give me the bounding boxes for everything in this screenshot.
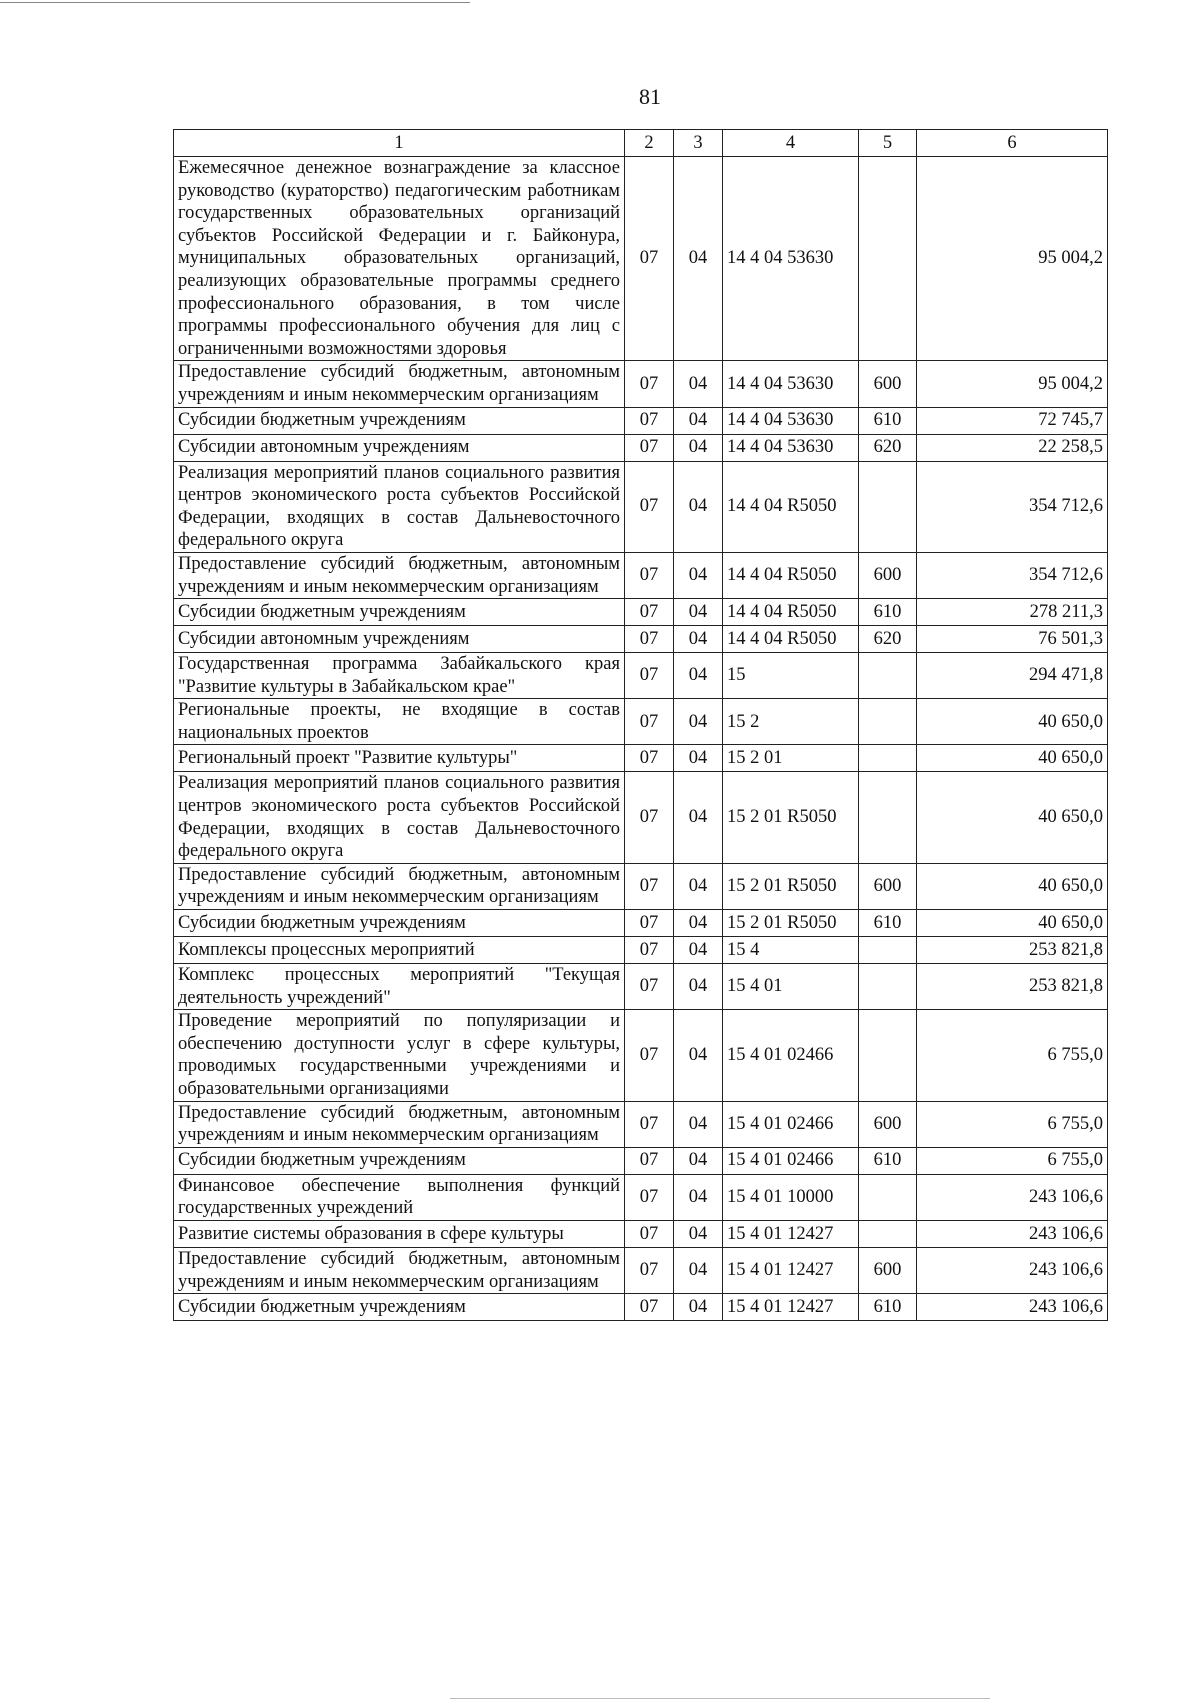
row-name-cell: Региональные проекты, не входящие в состав национальных проектов	[174, 699, 625, 745]
table-row	[174, 461, 1108, 552]
target-article-cell: 15 2 01	[723, 745, 859, 772]
subsection-code-cell: 04	[674, 1294, 723, 1321]
target-article-cell: 15 4	[723, 937, 859, 964]
amount-cell: 76 501,3	[917, 626, 1108, 653]
target-article-cell: 14 4 04 53630	[723, 434, 859, 461]
subsection-code-cell: 04	[674, 461, 723, 552]
section-code-cell: 07	[625, 361, 674, 407]
amount-cell: 243 106,6	[917, 1294, 1108, 1321]
target-article-cell: 14 4 04 53630	[723, 157, 859, 361]
expense-type-cell: 610	[859, 407, 917, 434]
subsection-code-cell: 04	[674, 361, 723, 407]
subsection-code-cell: 04	[674, 1220, 723, 1247]
table-row	[174, 552, 1108, 598]
expense-type-cell	[859, 937, 917, 964]
expense-type-cell	[859, 1010, 917, 1101]
expense-type-cell: 600	[859, 863, 917, 909]
row-name-cell: Региональный проект "Развитие культуры"	[174, 745, 625, 772]
table-row	[174, 772, 1108, 863]
column-header: 4	[723, 130, 859, 157]
section-code-cell: 07	[625, 1147, 674, 1174]
target-article-cell: 14 4 04 R5050	[723, 626, 859, 653]
section-code-cell: 07	[625, 745, 674, 772]
section-code-cell: 07	[625, 772, 674, 863]
subsection-code-cell: 04	[674, 1147, 723, 1174]
amount-cell: 354 712,6	[917, 552, 1108, 598]
subsection-code-cell: 04	[674, 599, 723, 626]
subsection-code-cell: 04	[674, 964, 723, 1010]
table-row	[174, 964, 1108, 1010]
amount-cell: 22 258,5	[917, 434, 1108, 461]
expense-type-cell: 610	[859, 1147, 917, 1174]
row-name-cell: Реализация мероприятий планов социального развития центров экономического роста субъектов Российской Федерации, входящих в состав Дальневосточного федерального округа	[174, 461, 625, 552]
expense-type-cell	[859, 964, 917, 1010]
expense-type-cell: 600	[859, 361, 917, 407]
section-code-cell: 07	[625, 157, 674, 361]
expense-type-cell	[859, 461, 917, 552]
table-row	[174, 434, 1108, 461]
row-name-cell: Предоставление субсидий бюджетным, автономным учреждениям и иным некоммерческим организациям	[174, 361, 625, 407]
subsection-code-cell: 04	[674, 772, 723, 863]
amount-cell: 40 650,0	[917, 863, 1108, 909]
target-article-cell: 14 4 04 R5050	[723, 552, 859, 598]
subsection-code-cell: 04	[674, 863, 723, 909]
expense-type-cell	[859, 157, 917, 361]
table-row	[174, 1220, 1108, 1247]
table-row	[174, 1294, 1108, 1321]
target-article-cell: 15 2 01 R5050	[723, 910, 859, 937]
section-code-cell: 07	[625, 1010, 674, 1101]
section-code-cell: 07	[625, 626, 674, 653]
table-row	[174, 699, 1108, 745]
row-name-cell: Предоставление субсидий бюджетным, автономным учреждениям и иным некоммерческим организациям	[174, 552, 625, 598]
subsection-code-cell: 04	[674, 552, 723, 598]
row-name-cell: Субсидии бюджетным учреждениям	[174, 1147, 625, 1174]
table-row	[174, 1247, 1108, 1293]
subsection-code-cell: 04	[674, 745, 723, 772]
table-row	[174, 937, 1108, 964]
scan-edge-line	[0, 2, 470, 3]
target-article-cell: 15 4 01 02466	[723, 1101, 859, 1147]
amount-cell: 243 106,6	[917, 1247, 1108, 1293]
target-article-cell: 15 2 01 R5050	[723, 863, 859, 909]
row-name-cell: Проведение мероприятий по популяризации и обеспечению доступности услуг в сфере культуры, проводимых государственными учреждениями и образовательными организациями	[174, 1010, 625, 1101]
section-code-cell: 07	[625, 1101, 674, 1147]
column-header: 5	[859, 130, 917, 157]
target-article-cell: 15 4 01 12427	[723, 1247, 859, 1293]
section-code-cell: 07	[625, 653, 674, 699]
expense-type-cell: 600	[859, 552, 917, 598]
amount-cell: 95 004,2	[917, 157, 1108, 361]
subsection-code-cell: 04	[674, 653, 723, 699]
target-article-cell: 14 4 04 R5050	[723, 461, 859, 552]
budget-table	[173, 129, 1108, 1321]
subsection-code-cell: 04	[674, 910, 723, 937]
amount-cell: 354 712,6	[917, 461, 1108, 552]
amount-cell: 294 471,8	[917, 653, 1108, 699]
amount-cell: 6 755,0	[917, 1010, 1108, 1101]
amount-cell: 40 650,0	[917, 772, 1108, 863]
subsection-code-cell: 04	[674, 434, 723, 461]
target-article-cell: 14 4 04 53630	[723, 361, 859, 407]
page-number: 81	[639, 84, 661, 109]
row-name-cell: Комплексы процессных мероприятий	[174, 937, 625, 964]
section-code-cell: 07	[625, 552, 674, 598]
column-header: 2	[625, 130, 674, 157]
target-article-cell: 15 4 01 10000	[723, 1174, 859, 1220]
table-row	[174, 745, 1108, 772]
row-name-cell: Финансовое обеспечение выполнения функций государственных учреждений	[174, 1174, 625, 1220]
row-name-cell: Субсидии бюджетным учреждениям	[174, 599, 625, 626]
row-name-cell: Субсидии автономным учреждениям	[174, 434, 625, 461]
table-row	[174, 407, 1108, 434]
section-code-cell: 07	[625, 1174, 674, 1220]
expense-type-cell	[859, 699, 917, 745]
amount-cell: 95 004,2	[917, 361, 1108, 407]
section-code-cell: 07	[625, 1247, 674, 1293]
amount-cell: 253 821,8	[917, 964, 1108, 1010]
amount-cell: 278 211,3	[917, 599, 1108, 626]
target-article-cell: 15 4 01 12427	[723, 1220, 859, 1247]
section-code-cell: 07	[625, 937, 674, 964]
expense-type-cell: 620	[859, 626, 917, 653]
subsection-code-cell: 04	[674, 626, 723, 653]
amount-cell: 243 106,6	[917, 1220, 1108, 1247]
column-header: 1	[174, 130, 625, 157]
amount-cell: 6 755,0	[917, 1147, 1108, 1174]
table-body	[174, 157, 1108, 1321]
target-article-cell: 15 2 01 R5050	[723, 772, 859, 863]
section-code-cell: 07	[625, 699, 674, 745]
subsection-code-cell: 04	[674, 1174, 723, 1220]
expense-type-cell: 600	[859, 1247, 917, 1293]
row-name-cell: Развитие системы образования в сфере культуры	[174, 1220, 625, 1247]
target-article-cell: 15	[723, 653, 859, 699]
column-header: 6	[917, 130, 1108, 157]
expense-type-cell	[859, 653, 917, 699]
section-code-cell: 07	[625, 964, 674, 1010]
section-code-cell: 07	[625, 863, 674, 909]
amount-cell: 72 745,7	[917, 407, 1108, 434]
subsection-code-cell: 04	[674, 1010, 723, 1101]
column-header: 3	[674, 130, 723, 157]
row-name-cell: Государственная программа Забайкальского края "Развитие культуры в Забайкальском крае"	[174, 653, 625, 699]
section-code-cell: 07	[625, 1294, 674, 1321]
table-row	[174, 157, 1108, 361]
section-code-cell: 07	[625, 910, 674, 937]
expense-type-cell	[859, 1174, 917, 1220]
section-code-cell: 07	[625, 407, 674, 434]
expense-type-cell: 610	[859, 1294, 917, 1321]
table-row	[174, 910, 1108, 937]
table-row	[174, 863, 1108, 909]
subsection-code-cell: 04	[674, 407, 723, 434]
row-name-cell: Субсидии бюджетным учреждениям	[174, 407, 625, 434]
amount-cell: 253 821,8	[917, 937, 1108, 964]
amount-cell: 243 106,6	[917, 1174, 1108, 1220]
subsection-code-cell: 04	[674, 1101, 723, 1147]
table-row	[174, 1174, 1108, 1220]
section-code-cell: 07	[625, 599, 674, 626]
scan-edge-line	[450, 1698, 990, 1699]
table-row	[174, 599, 1108, 626]
row-name-cell: Предоставление субсидий бюджетным, автономным учреждениям и иным некоммерческим организациям	[174, 863, 625, 909]
expense-type-cell	[859, 745, 917, 772]
amount-cell: 40 650,0	[917, 699, 1108, 745]
row-name-cell: Субсидии бюджетным учреждениям	[174, 910, 625, 937]
row-name-cell: Предоставление субсидий бюджетным, автономным учреждениям и иным некоммерческим организациям	[174, 1101, 625, 1147]
expense-type-cell	[859, 1220, 917, 1247]
row-name-cell: Ежемесячное денежное вознаграждение за классное руководство (кураторство) педагогическим работникам государственных образовательных организаций субъектов Российской Федерации и г. Байконура, муниципальных образовательных организаций, реализующих образовательные программы среднего профессионального образования, в том числе программы профессионального обучения для лиц с ограниченными возможностями здоровья	[174, 157, 625, 361]
target-article-cell: 14 4 04 R5050	[723, 599, 859, 626]
expense-type-cell: 600	[859, 1101, 917, 1147]
table-row	[174, 653, 1108, 699]
table-row	[174, 361, 1108, 407]
header-row	[174, 130, 1108, 157]
row-name-cell: Реализация мероприятий планов социального развития центров экономического роста субъектов Российской Федерации, входящих в состав Дальневосточного федерального округа	[174, 772, 625, 863]
subsection-code-cell: 04	[674, 1247, 723, 1293]
row-name-cell: Субсидии бюджетным учреждениям	[174, 1294, 625, 1321]
table-row	[174, 1010, 1108, 1101]
expense-type-cell: 610	[859, 599, 917, 626]
table-row	[174, 626, 1108, 653]
section-code-cell: 07	[625, 434, 674, 461]
row-name-cell: Субсидии автономным учреждениям	[174, 626, 625, 653]
subsection-code-cell: 04	[674, 699, 723, 745]
section-code-cell: 07	[625, 461, 674, 552]
row-name-cell: Предоставление субсидий бюджетным, автономным учреждениям и иным некоммерческим организациям	[174, 1247, 625, 1293]
target-article-cell: 14 4 04 53630	[723, 407, 859, 434]
target-article-cell: 15 2	[723, 699, 859, 745]
subsection-code-cell: 04	[674, 937, 723, 964]
table-row	[174, 1147, 1108, 1174]
row-name-cell: Комплекс процессных мероприятий "Текущая деятельность учреждений"	[174, 964, 625, 1010]
section-code-cell: 07	[625, 1220, 674, 1247]
target-article-cell: 15 4 01 02466	[723, 1147, 859, 1174]
expense-type-cell: 620	[859, 434, 917, 461]
target-article-cell: 15 4 01 02466	[723, 1010, 859, 1101]
target-article-cell: 15 4 01	[723, 964, 859, 1010]
amount-cell: 40 650,0	[917, 910, 1108, 937]
target-article-cell: 15 4 01 12427	[723, 1294, 859, 1321]
subsection-code-cell: 04	[674, 157, 723, 361]
table-row	[174, 1101, 1108, 1147]
expense-type-cell: 610	[859, 910, 917, 937]
amount-cell: 40 650,0	[917, 745, 1108, 772]
amount-cell: 6 755,0	[917, 1101, 1108, 1147]
expense-type-cell	[859, 772, 917, 863]
